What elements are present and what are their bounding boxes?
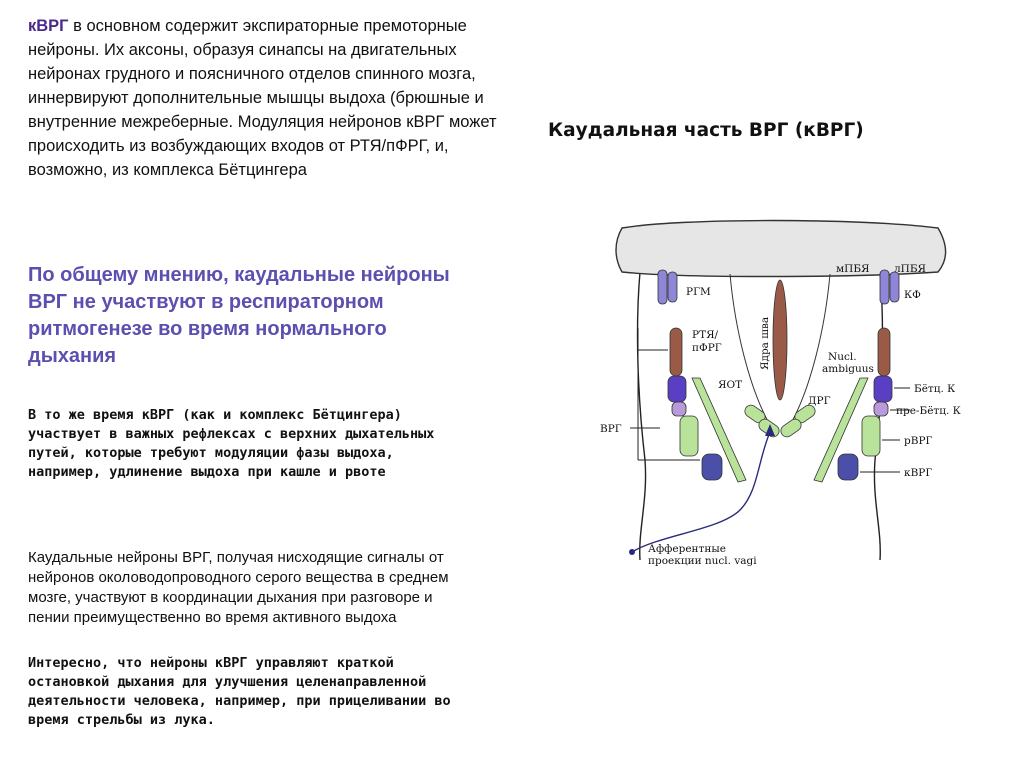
label-prebotzinger: пре-Бётц. К [896, 405, 961, 417]
diagram-title: Каудальная часть ВРГ (кВРГ) [548, 120, 864, 141]
breath-hold-paragraph: Интересно, что нейроны кВРГ управляют краткой остановкой дыхания для улучшения целенаправленной деятельности человека, например, при прицеливании во время стрельбы из лука. [28, 655, 451, 728]
label-afferent-line2: проекции nucl. vagi [648, 555, 757, 567]
solitary-tract-nuclei [743, 403, 818, 439]
label-rtya-line1: РТЯ/ [692, 329, 719, 341]
label-kf: КФ [904, 289, 921, 301]
label-yot: ЯОТ [718, 379, 743, 391]
afferent-origin [629, 549, 635, 555]
label-afferent-line1: Афферентные [648, 543, 726, 555]
intro-paragraph [28, 14, 508, 182]
label-kvrg: кВРГ [904, 467, 933, 479]
speech-paragraph: Каудальные нейроны ВРГ, получая нисходящие сигналы от нейронов околоводопроводного серого вещества в среднем мозге, участвуют в координации дыхания при разговоре и пении преимущественно во время активного выдоха [28, 549, 449, 626]
brainstem-diagram [600, 210, 970, 590]
label-drg: ДРГ [808, 395, 831, 407]
label-ambiguus-line1: Nucl. [828, 351, 857, 363]
label-rtya-line2: пФРГ [692, 342, 722, 354]
label-ambiguus-line2: ambiguus [822, 363, 874, 375]
reflex-paragraph: В то же время кВРГ (как и комплекс Бётцингера) участвует в важных рефлексах с верхних дыхательных путей, которые требуют модуляции фазы выдоха, например, удлинение выдоха при кашле и рвоте [28, 407, 435, 480]
label-vrg: ВРГ [600, 423, 622, 435]
raphe-nucleus [773, 280, 787, 400]
label-lpbya: лПБЯ [894, 263, 927, 275]
label-raphe: Ядра шва [759, 316, 771, 370]
label-rvrg: рВРГ [904, 435, 933, 447]
consensus-paragraph: По общему мнению, каудальные нейроны ВРГ не участвуют в респираторном ритмогенезе во время нормального дыхания [28, 264, 450, 367]
afferent-fiber [632, 432, 770, 552]
label-mpbya: мПБЯ [836, 263, 870, 275]
label-botzinger: Бётц. К [914, 383, 956, 395]
label-rgm: РГМ [686, 286, 711, 298]
intro-lead-term: кВРГ [28, 17, 69, 35]
intro-text: в основном содержит экспираторные премоторные нейроны. Их аксоны, образуя синапсы на двигательных нейронах грудного и поясничного отделов спинного мозга, иннервируют дополнительные мышцы выдоха (брюшные и внутренние межреберные. Модуляция нейронов кВРГ может происходить из возбуждающих входов от РТЯ/пФРГ, и, возможно, из комплекса Бётцингера [28, 17, 497, 179]
